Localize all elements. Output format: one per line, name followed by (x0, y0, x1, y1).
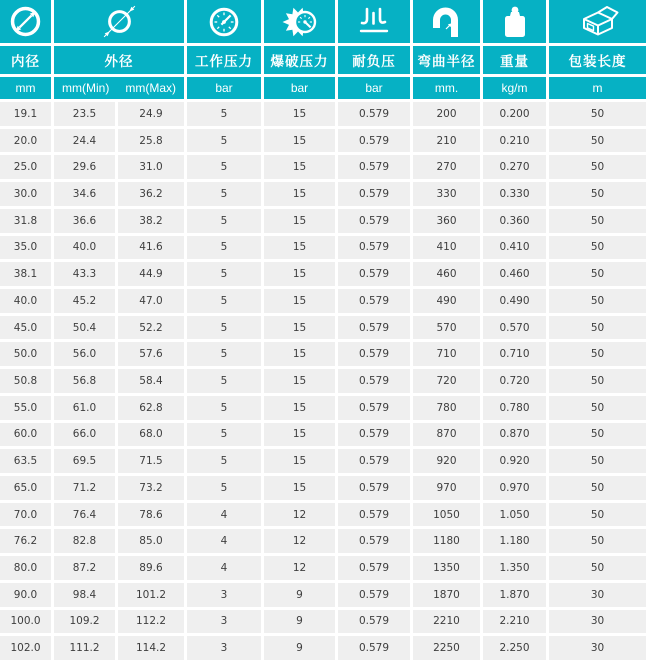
cell-working-pressure: 5 (187, 342, 261, 366)
column-header-inner-diameter: 内径 (0, 46, 51, 74)
cell-burst-pressure: 15 (264, 476, 335, 500)
cell-outer-diameter-min: 23.5 (54, 102, 115, 126)
cell-vacuum-resistance: 0.579 (338, 262, 410, 286)
cell-vacuum-resistance: 0.579 (338, 636, 410, 660)
cell-working-pressure: 4 (187, 556, 261, 580)
cell-bend-radius: 780 (413, 396, 480, 420)
cell-working-pressure: 5 (187, 449, 261, 473)
cell-outer-diameter-max: 47.0 (118, 289, 184, 313)
cell-outer-diameter-min: 71.2 (54, 476, 115, 500)
cell-vacuum-resistance: 0.579 (338, 396, 410, 420)
cell-working-pressure: 5 (187, 476, 261, 500)
cell-inner-diameter: 102.0 (0, 636, 51, 660)
cell-working-pressure: 3 (187, 583, 261, 607)
cell-packing-length: 50 (549, 209, 646, 233)
cell-burst-pressure: 15 (264, 129, 335, 153)
cell-outer-diameter-max: 38.2 (118, 209, 184, 233)
column-header-burst-pressure: 爆破压力 (264, 46, 335, 74)
cell-outer-diameter-max: 114.2 (118, 636, 184, 660)
cell-packing-length: 50 (549, 529, 646, 553)
cell-bend-radius: 2210 (413, 610, 480, 634)
cell-outer-diameter-min: 50.4 (54, 316, 115, 340)
cell-packing-length: 50 (549, 316, 646, 340)
cell-packing-length: 30 (549, 610, 646, 634)
cell-weight: 1.350 (483, 556, 546, 580)
cell-burst-pressure: 15 (264, 342, 335, 366)
cell-working-pressure: 5 (187, 369, 261, 393)
cell-working-pressure: 5 (187, 289, 261, 313)
cell-outer-diameter-max: 58.4 (118, 369, 184, 393)
cell-vacuum-resistance: 0.579 (338, 342, 410, 366)
unit-cell-working-pressure: bar (187, 77, 261, 99)
cell-vacuum-resistance: 0.579 (338, 423, 410, 447)
vacuum-icon (356, 6, 392, 38)
cell-vacuum-resistance: 0.579 (338, 289, 410, 313)
cell-burst-pressure: 12 (264, 529, 335, 553)
cell-packing-length: 50 (549, 182, 646, 206)
cell-outer-diameter-max: 62.8 (118, 396, 184, 420)
cell-burst-pressure: 15 (264, 262, 335, 286)
cell-bend-radius: 1050 (413, 503, 480, 527)
cell-weight: 0.720 (483, 369, 546, 393)
cell-inner-diameter: 80.0 (0, 556, 51, 580)
header-icon-cell-weight (483, 0, 546, 43)
cell-outer-diameter-min: 69.5 (54, 449, 115, 473)
cell-inner-diameter: 20.0 (0, 129, 51, 153)
cell-bend-radius: 410 (413, 236, 480, 260)
cell-bend-radius: 2250 (413, 636, 480, 660)
column-header-working-pressure: 工作压力 (187, 46, 261, 74)
unit-label-outer-diameter-0: mm(Min) (62, 81, 110, 95)
cell-vacuum-resistance: 0.579 (338, 155, 410, 179)
cell-weight: 0.200 (483, 102, 546, 126)
cell-outer-diameter-min: 24.4 (54, 129, 115, 153)
cell-working-pressure: 5 (187, 129, 261, 153)
cell-outer-diameter-min: 82.8 (54, 529, 115, 553)
cell-vacuum-resistance: 0.579 (338, 610, 410, 634)
cell-vacuum-resistance: 0.579 (338, 236, 410, 260)
cell-packing-length: 50 (549, 289, 646, 313)
cell-working-pressure: 5 (187, 236, 261, 260)
cell-weight: 1.180 (483, 529, 546, 553)
unit-label-outer-diameter-1: mm(Max) (125, 81, 176, 95)
cell-outer-diameter-min: 111.2 (54, 636, 115, 660)
column-header-vacuum-resistance: 耐负压 (338, 46, 410, 74)
cell-burst-pressure: 15 (264, 182, 335, 206)
cell-outer-diameter-max: 57.6 (118, 342, 184, 366)
cell-working-pressure: 5 (187, 423, 261, 447)
cell-inner-diameter: 65.0 (0, 476, 51, 500)
cell-inner-diameter: 40.0 (0, 289, 51, 313)
cell-vacuum-resistance: 0.579 (338, 583, 410, 607)
cell-bend-radius: 870 (413, 423, 480, 447)
cell-burst-pressure: 9 (264, 610, 335, 634)
cell-outer-diameter-max: 41.6 (118, 236, 184, 260)
header-icon-cell-vacuum-resistance (338, 0, 410, 43)
cell-weight: 0.780 (483, 396, 546, 420)
cell-outer-diameter-max: 73.2 (118, 476, 184, 500)
cell-outer-diameter-max: 112.2 (118, 610, 184, 634)
cell-vacuum-resistance: 0.579 (338, 102, 410, 126)
cell-working-pressure: 3 (187, 610, 261, 634)
cell-outer-diameter-min: 56.0 (54, 342, 115, 366)
cell-bend-radius: 360 (413, 209, 480, 233)
cell-weight: 0.210 (483, 129, 546, 153)
cell-outer-diameter-max: 31.0 (118, 155, 184, 179)
cell-inner-diameter: 25.0 (0, 155, 51, 179)
cell-packing-length: 50 (549, 102, 646, 126)
cell-burst-pressure: 15 (264, 449, 335, 473)
unit-cell-burst-pressure: bar (264, 77, 335, 99)
cell-outer-diameter-max: 52.2 (118, 316, 184, 340)
cell-burst-pressure: 15 (264, 316, 335, 340)
cell-burst-pressure: 15 (264, 102, 335, 126)
cell-packing-length: 50 (549, 396, 646, 420)
cell-working-pressure: 3 (187, 636, 261, 660)
cell-vacuum-resistance: 0.579 (338, 476, 410, 500)
cell-burst-pressure: 15 (264, 209, 335, 233)
pressure-gauge-icon (207, 5, 241, 39)
cell-weight: 0.360 (483, 209, 546, 233)
cell-packing-length: 50 (549, 476, 646, 500)
cell-outer-diameter-min: 98.4 (54, 583, 115, 607)
cell-working-pressure: 5 (187, 396, 261, 420)
cell-vacuum-resistance: 0.579 (338, 449, 410, 473)
unit-cell-outer-diameter (54, 77, 184, 99)
cell-inner-diameter: 35.0 (0, 236, 51, 260)
cell-vacuum-resistance: 0.579 (338, 209, 410, 233)
cell-outer-diameter-min: 29.6 (54, 155, 115, 179)
column-header-packing-length: 包装长度 (549, 46, 646, 74)
cell-vacuum-resistance: 0.579 (338, 503, 410, 527)
cell-vacuum-resistance: 0.579 (338, 556, 410, 580)
cell-outer-diameter-min: 34.6 (54, 182, 115, 206)
cell-outer-diameter-min: 61.0 (54, 396, 115, 420)
cell-weight: 0.330 (483, 182, 546, 206)
cell-outer-diameter-min: 40.0 (54, 236, 115, 260)
cell-weight: 2.250 (483, 636, 546, 660)
cell-working-pressure: 5 (187, 209, 261, 233)
cell-packing-length: 50 (549, 449, 646, 473)
cell-inner-diameter: 45.0 (0, 316, 51, 340)
cell-inner-diameter: 100.0 (0, 610, 51, 634)
cell-outer-diameter-max: 68.0 (118, 423, 184, 447)
cell-working-pressure: 5 (187, 262, 261, 286)
cell-inner-diameter: 50.0 (0, 342, 51, 366)
cell-packing-length: 30 (549, 636, 646, 660)
cell-weight: 0.570 (483, 316, 546, 340)
cell-outer-diameter-max: 78.6 (118, 503, 184, 527)
cell-weight: 1.870 (483, 583, 546, 607)
cell-outer-diameter-max: 71.5 (118, 449, 184, 473)
cell-packing-length: 50 (549, 236, 646, 260)
cell-burst-pressure: 15 (264, 155, 335, 179)
cell-working-pressure: 5 (187, 182, 261, 206)
unit-cell-inner-diameter: mm (0, 77, 51, 99)
cell-weight: 0.970 (483, 476, 546, 500)
cell-inner-diameter: 19.1 (0, 102, 51, 126)
cell-weight: 0.710 (483, 342, 546, 366)
cell-packing-length: 50 (549, 155, 646, 179)
cell-outer-diameter-max: 25.8 (118, 129, 184, 153)
cell-working-pressure: 5 (187, 102, 261, 126)
cell-bend-radius: 270 (413, 155, 480, 179)
header-icon-cell-working-pressure (187, 0, 261, 43)
cell-working-pressure: 4 (187, 529, 261, 553)
cell-weight: 0.460 (483, 262, 546, 286)
cell-bend-radius: 1350 (413, 556, 480, 580)
unit-cell-packing-length: m (549, 77, 646, 99)
header-icon-cell-bend-radius (413, 0, 480, 43)
header-icon-cell-packing-length (549, 0, 646, 43)
cell-bend-radius: 490 (413, 289, 480, 313)
cell-inner-diameter: 55.0 (0, 396, 51, 420)
cell-weight: 0.410 (483, 236, 546, 260)
cell-weight: 0.490 (483, 289, 546, 313)
cell-inner-diameter: 31.8 (0, 209, 51, 233)
cell-bend-radius: 920 (413, 449, 480, 473)
cell-burst-pressure: 15 (264, 396, 335, 420)
cell-packing-length: 50 (549, 556, 646, 580)
cell-burst-pressure: 9 (264, 583, 335, 607)
cell-outer-diameter-max: 89.6 (118, 556, 184, 580)
unit-cell-bend-radius: mm. (413, 77, 480, 99)
cell-bend-radius: 710 (413, 342, 480, 366)
cell-bend-radius: 210 (413, 129, 480, 153)
cell-weight: 2.210 (483, 610, 546, 634)
cell-inner-diameter: 60.0 (0, 423, 51, 447)
cell-packing-length: 50 (549, 129, 646, 153)
cell-outer-diameter-min: 76.4 (54, 503, 115, 527)
cell-working-pressure: 4 (187, 503, 261, 527)
cell-weight: 0.270 (483, 155, 546, 179)
cell-outer-diameter-max: 36.2 (118, 182, 184, 206)
cell-outer-diameter-min: 109.2 (54, 610, 115, 634)
unit-cell-vacuum-resistance: bar (338, 77, 410, 99)
cell-packing-length: 50 (549, 262, 646, 286)
cell-bend-radius: 570 (413, 316, 480, 340)
cell-outer-diameter-min: 36.6 (54, 209, 115, 233)
cell-outer-diameter-min: 45.2 (54, 289, 115, 313)
cell-outer-diameter-max: 44.9 (118, 262, 184, 286)
cell-burst-pressure: 15 (264, 369, 335, 393)
column-header-outer-diameter: 外径 (54, 46, 184, 74)
cell-packing-length: 50 (549, 369, 646, 393)
cell-inner-diameter: 30.0 (0, 182, 51, 206)
cell-vacuum-resistance: 0.579 (338, 369, 410, 393)
cell-outer-diameter-min: 66.0 (54, 423, 115, 447)
bend-radius-icon (430, 5, 464, 39)
cell-bend-radius: 200 (413, 102, 480, 126)
cell-bend-radius: 720 (413, 369, 480, 393)
outer-diameter-icon (101, 3, 138, 40)
cell-packing-length: 50 (549, 342, 646, 366)
cell-burst-pressure: 12 (264, 503, 335, 527)
cell-inner-diameter: 38.1 (0, 262, 51, 286)
cell-burst-pressure: 15 (264, 423, 335, 447)
cell-vacuum-resistance: 0.579 (338, 129, 410, 153)
package-box-icon (577, 5, 619, 39)
cell-packing-length: 50 (549, 503, 646, 527)
cell-inner-diameter: 76.2 (0, 529, 51, 553)
cell-vacuum-resistance: 0.579 (338, 316, 410, 340)
unit-cell-weight: kg/m (483, 77, 546, 99)
header-icon-cell-burst-pressure (264, 0, 335, 43)
cell-burst-pressure: 12 (264, 556, 335, 580)
burst-gauge-icon (280, 4, 320, 40)
cell-bend-radius: 1870 (413, 583, 480, 607)
inner-diameter-icon (8, 4, 43, 39)
header-icon-cell-outer-diameter (54, 0, 184, 43)
cell-inner-diameter: 50.8 (0, 369, 51, 393)
cell-bend-radius: 1180 (413, 529, 480, 553)
column-header-weight: 重量 (483, 46, 546, 74)
cell-inner-diameter: 63.5 (0, 449, 51, 473)
column-header-bend-radius: 弯曲半径 (413, 46, 480, 74)
cell-outer-diameter-max: 24.9 (118, 102, 184, 126)
cell-outer-diameter-min: 56.8 (54, 369, 115, 393)
cell-outer-diameter-max: 85.0 (118, 529, 184, 553)
cell-vacuum-resistance: 0.579 (338, 529, 410, 553)
cell-bend-radius: 970 (413, 476, 480, 500)
cell-vacuum-resistance: 0.579 (338, 182, 410, 206)
cell-burst-pressure: 9 (264, 636, 335, 660)
cell-outer-diameter-min: 87.2 (54, 556, 115, 580)
cell-outer-diameter-min: 43.3 (54, 262, 115, 286)
cell-weight: 0.870 (483, 423, 546, 447)
cell-bend-radius: 330 (413, 182, 480, 206)
weight-icon (502, 5, 528, 39)
cell-inner-diameter: 90.0 (0, 583, 51, 607)
cell-inner-diameter: 70.0 (0, 503, 51, 527)
cell-packing-length: 50 (549, 423, 646, 447)
cell-working-pressure: 5 (187, 155, 261, 179)
cell-weight: 1.050 (483, 503, 546, 527)
cell-burst-pressure: 15 (264, 289, 335, 313)
cell-bend-radius: 460 (413, 262, 480, 286)
cell-weight: 0.920 (483, 449, 546, 473)
cell-burst-pressure: 15 (264, 236, 335, 260)
cell-packing-length: 30 (549, 583, 646, 607)
cell-outer-diameter-max: 101.2 (118, 583, 184, 607)
cell-working-pressure: 5 (187, 316, 261, 340)
header-icon-cell-inner-diameter (0, 0, 51, 43)
